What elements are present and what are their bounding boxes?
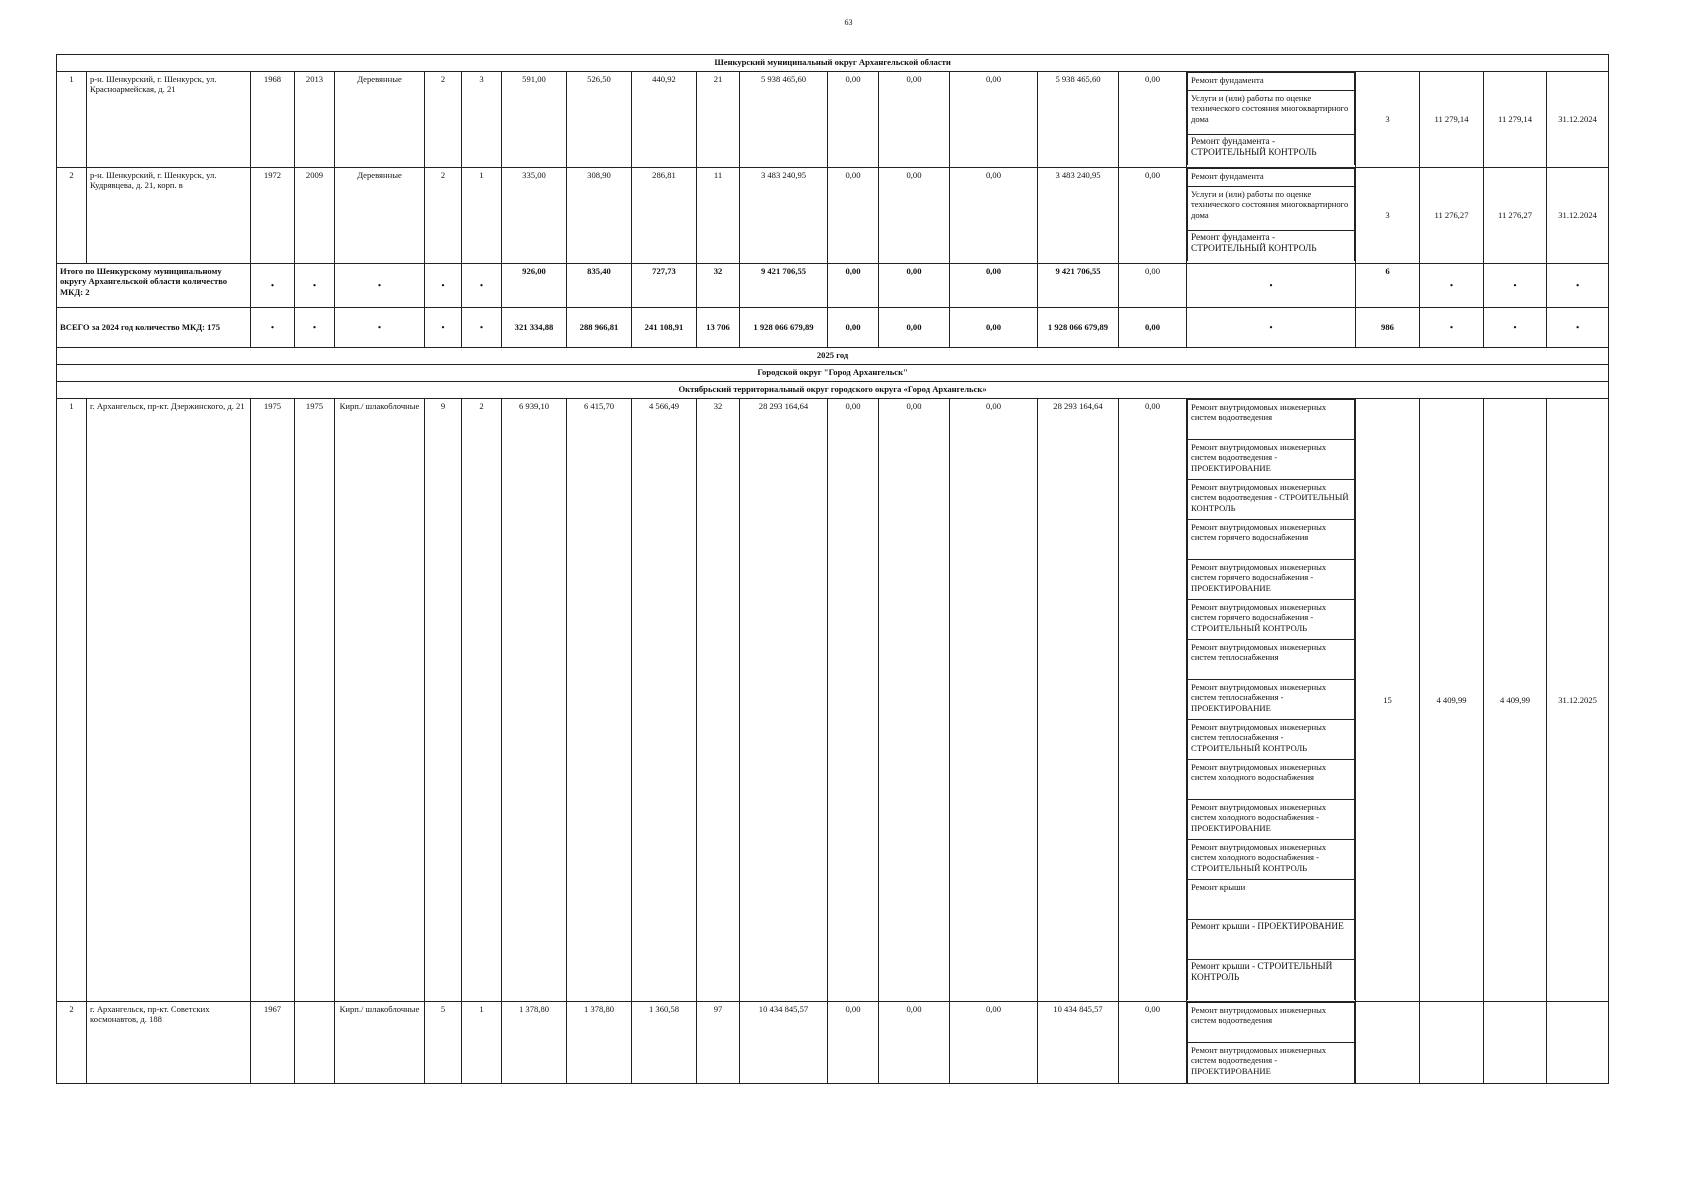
work-item: Ремонт крыши [1188, 880, 1355, 920]
work-item: Ремонт фундамента [1188, 73, 1355, 91]
works-cell [1187, 72, 1356, 168]
work-item: Ремонт внутридомовых инженерных систем теплоснабжения - ПРОЕКТИРОВАНИЕ [1188, 680, 1355, 720]
work-item: Ремонт внутридомовых инженерных систем теплоснабжения [1188, 640, 1355, 680]
address-cell: р-н. Шенкурский, г. Шенкурск, ул. Кудрявцева, д. 21, корп. в [87, 168, 251, 264]
section-header-year: 2025 год [57, 348, 1609, 365]
work-item: Услуги и (или) работы по оценке технического состояния многоквартирного дома [1188, 91, 1355, 135]
section-header-district: Октябрьский территориальный округ городского округа «Город Архангельск» [57, 382, 1609, 399]
table-row: 2 г. Архангельск, пр-кт. Советских космонавтов, д. 188 1967 Кирп./ шлакоблочные 5 1 1 378,80 1 378,80 1 360,58 97 10 434 845,57 0,00 0,00 0,00 10 434 845,57 0,00 Ремонт внутридомовых инженерных систем водоотведения Ремонт внутридомовых инженерных систем водоотведения - ПРОЕКТИРОВАНИЕ [57, 1002, 1609, 1084]
work-item: Ремонт внутридомовых инженерных систем горячего водоснабжения - ПРОЕКТИРОВАНИЕ [1188, 560, 1355, 600]
address-cell: г. Архангельск, пр-кт. Дзержинского, д. 21 [87, 399, 251, 1002]
section-header-shenkursk: Шенкурский муниципальный округ Архангельской области [57, 55, 1609, 72]
work-item: Ремонт внутридомовых инженерных систем водоотведения [1188, 400, 1355, 440]
work-item: Ремонт крыши - СТРОИТЕЛЬНЫЙ КОНТРОЛЬ [1188, 960, 1355, 1000]
section-header-city: Городской округ "Город Архангельск" [57, 365, 1609, 382]
work-item: Ремонт фундамента - СТРОИТЕЛЬНЫЙ КОНТРОЛЬ [1188, 231, 1355, 261]
work-item: Ремонт фундамента [1188, 169, 1355, 187]
grand-total-row: ВСЕГО за 2024 год количество МКД: 175 • • • • • 321 334,88 288 966,81 241 108,91 13 706 1 928 066 679,89 0,00 0,00 0,00 1 928 066 679,89 0,00 • 986 • • • [57, 308, 1609, 348]
work-item: Ремонт фундамента - СТРОИТЕЛЬНЫЙ КОНТРОЛЬ [1188, 135, 1355, 165]
table-row: 1 р-н. Шенкурский, г. Шенкурск, ул. Красноармейская, д. 21 1968 2013 Деревянные 2 3 591,00 526,50 440,92 21 5 938 465,60 0,00 0,00 0,00 5 938 465,60 0,00 Ремонт фундамента Услуги и (или) работы по оценке технического состояния многоквартирного дома Ремонт фундамента - СТРОИТЕЛЬНЫЙ КОНТРОЛЬ 3 11 279,14 11 279,14 31.12.2024 [57, 72, 1609, 168]
address-cell: г. Архангельск, пр-кт. Советских космонавтов, д. 188 [87, 1002, 251, 1084]
work-item: Ремонт внутридомовых инженерных систем холодного водоснабжения [1188, 760, 1355, 800]
work-item: Ремонт внутридомовых инженерных систем водоотведения - ПРОЕКТИРОВАНИЕ [1188, 1043, 1355, 1083]
work-item: Ремонт внутридомовых инженерных систем теплоснабжения - СТРОИТЕЛЬНЫЙ КОНТРОЛЬ [1188, 720, 1355, 760]
table-row: 2 р-н. Шенкурский, г. Шенкурск, ул. Кудрявцева, д. 21, корп. в 1972 2009 Деревянные 2 1 335,00 308,90 286,81 11 3 483 240,95 0,00 0,00 0,00 3 483 240,95 0,00 Ремонт фундамента Услуги и (или) работы по оценке технического состояния многоквартирного дома Ремонт фундамента - СТРОИТЕЛЬНЫЙ КОНТРОЛЬ 3 11 276,27 11 276,27 31.12.2024 [57, 168, 1609, 264]
work-item: Ремонт внутридомовых инженерных систем водоотведения - ПРОЕКТИРОВАНИЕ [1188, 440, 1355, 480]
page-number: 63 [844, 18, 853, 27]
address-cell: р-н. Шенкурский, г. Шенкурск, ул. Красноармейская, д. 21 [87, 72, 251, 168]
works-cell [1187, 1002, 1356, 1084]
work-item: Ремонт внутридомовых инженерных систем горячего водоснабжения - СТРОИТЕЛЬНЫЙ КОНТРОЛЬ [1188, 600, 1355, 640]
subtotal-row: Итого по Шенкурскому муниципальному округу Архангельской области количество МКД: 2 • • • • • 926,00 835,40 727,73 32 9 421 706,55 0,00 0,00 0,00 9 421 706,55 0,00 • 6 • • • [57, 264, 1609, 308]
work-item: Ремонт внутридомовых инженерных систем водоотведения [1188, 1003, 1355, 1043]
table-row: 1 г. Архангельск, пр-кт. Дзержинского, д. 21 1975 1975 Кирп./ шлакоблочные 9 2 6 939,10 6 415,70 4 566,49 32 28 293 164,64 0,00 0,00 0,00 28 293 164,64 0,00 Ремонт внутридомовых инженерных систем водоотведения Ремонт внутридомовых инженерных систем водоотведения - ПРОЕКТИРОВАНИЕ Ремонт внутридомовых инженерных систем водоотведения - СТРОИТЕЛЬНЫЙ КОНТРОЛЬ Ремонт внутридомовых инженерных систем горячего водоснабжения Ремонт внутридомовых инженерных систем горячего водоснабжения - ПРОЕКТИРОВАНИЕ Ремонт внутридомовых инженерных систем горячего водоснабжения - СТРОИТЕЛЬНЫЙ КОНТРОЛЬ Ремонт внутридомовых инженерных систем теплоснабжения Ремонт внутридомовых инженерных систем теплоснабжения - ПРОЕКТИРОВАНИЕ Ремонт внутридомовых инженерных систем теплоснабжения - СТРОИТЕЛЬНЫЙ КОНТРОЛЬ Ремонт внутридомовых инженерных систем холодного водоснабжения Ремонт внутридомовых инженерных систем холодного водоснабжения - ПРОЕКТИРОВАНИЕ Ремонт внутридомовых инженерных систем холодного водоснабжения - СТРОИТЕЛЬНЫЙ КОНТРОЛЬ Ремонт крыши Ремонт крыши - ПРОЕКТИРОВАНИЕ Ремонт крыши - СТРОИТЕЛЬНЫЙ КОНТРОЛЬ 15 4 409,99 4 409,99 31.12.2025 [57, 399, 1609, 1002]
repair-register-table [56, 54, 1609, 1084]
work-item: Ремонт внутридомовых инженерных систем горячего водоснабжения [1188, 520, 1355, 560]
work-item: Услуги и (или) работы по оценке технического состояния многоквартирного дома [1188, 187, 1355, 231]
works-cell [1187, 168, 1356, 264]
work-item: Ремонт внутридомовых инженерных систем водоотведения - СТРОИТЕЛЬНЫЙ КОНТРОЛЬ [1188, 480, 1355, 520]
work-item: Ремонт крыши - ПРОЕКТИРОВАНИЕ [1188, 920, 1355, 960]
works-cell [1187, 399, 1356, 1002]
work-item: Ремонт внутридомовых инженерных систем холодного водоснабжения - ПРОЕКТИРОВАНИЕ [1188, 800, 1355, 840]
work-item: Ремонт внутридомовых инженерных систем холодного водоснабжения - СТРОИТЕЛЬНЫЙ КОНТРОЛЬ [1188, 840, 1355, 880]
